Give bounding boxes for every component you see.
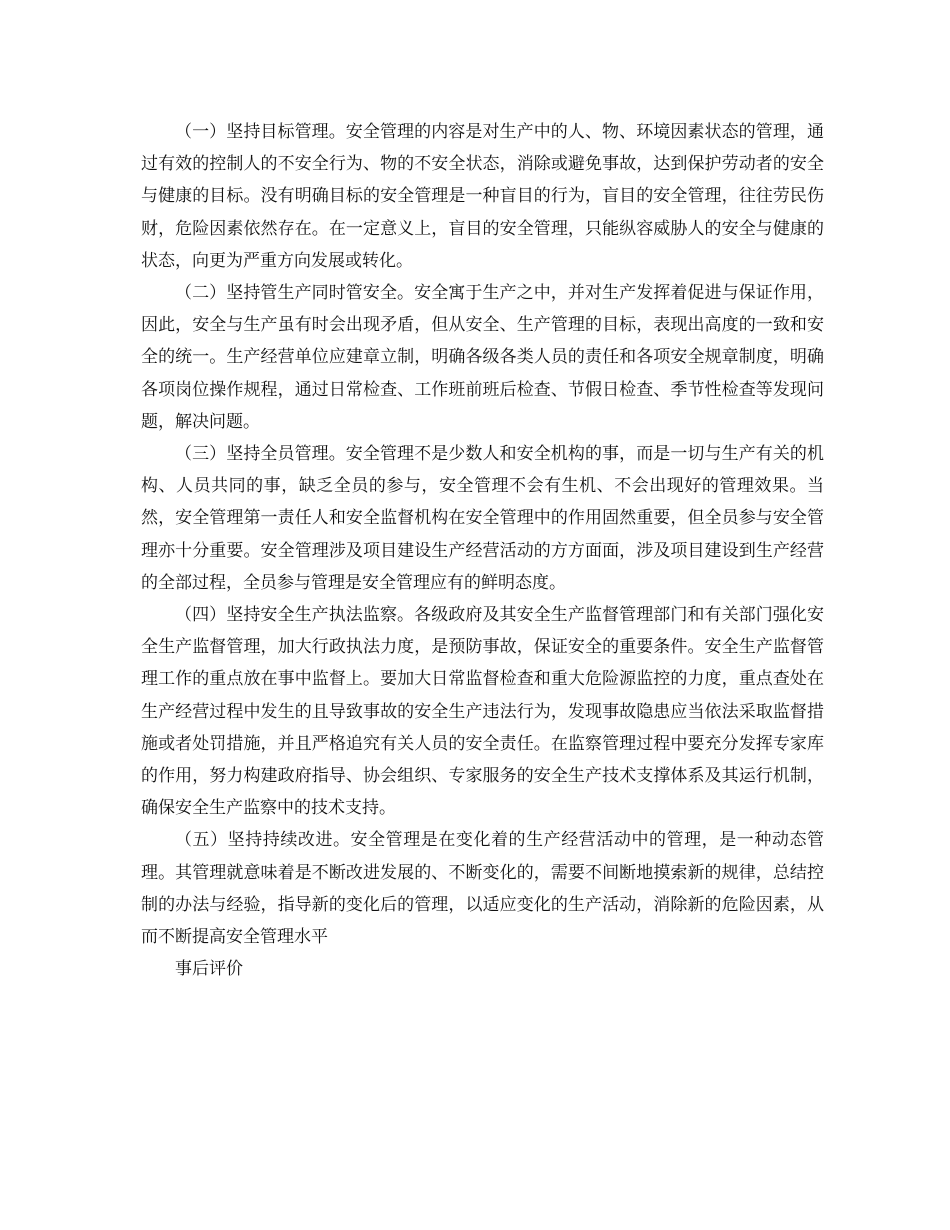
- paragraph-continuous-improvement: （五）坚持持续改进。安全管理是在变化着的生产经营活动中的管理，是一种动态管理。其管理就意味着是不断改进发展的、不断变化的，需要不间断地摸索新的规律，总结控制的办法与经验，指导新的变化后的管理，以适应变化的生产活动，消除新的危险因素，从而不断提高安全管理水平: [141, 830, 824, 948]
- document-body: [141, 116, 824, 985]
- paragraph-full-staff-management: （三）坚持全员管理。安全管理不是少数人和安全机构的事，而是一切与生产有关的机构、人员共同的事，缺乏全员的参与，安全管理不会有生机、不会出现好的管理效果。当然，安全管理第一责任人和安全监督机构在安全管理中的作用固然重要，但全员参与安全管理亦十分重要。安全管理涉及项目建设生产经营活动的方方面面，涉及项目建设到生产经营的全部过程，全员参与管理是安全管理应有的鲜明态度。: [141, 444, 824, 593]
- paragraph-goal-management: （一）坚持目标管理。安全管理的内容是对生产中的人、物、环境因素状态的管理，通过有效的控制人的不安全行为、物的不安全状态，消除或避免事故，达到保护劳动者的安全与健康的目标。没有明确目标的安全管理是一种盲目的行为，盲目的安全管理，往往劳民伤财，危险因素依然存在。在一定意义上，盲目的安全管理，只能纵容威胁人的安全与健康的状态，向更为严重方向发展或转化。: [141, 122, 824, 271]
- section-heading-post-evaluation: 事后评价: [175, 959, 243, 980]
- paragraph-law-enforcement-supervision: （四）坚持安全生产执法监察。各级政府及其安全生产监督管理部门和有关部门强化安全生产监督管理，加大行政执法力度，是预防事故，保证安全的重要条件。安全生产监督管理工作的重点放在事中监督上。要加大日常监督检查和重大危险源监控的力度，重点查处在生产经营过程中发生的且导致事故的安全生产违法行为，发现事故隐患应当依法采取监督措施或者处罚措施，并且严格追究有关人员的安全责任。在监察管理过程中要充分发挥专家库的作用，努力构建政府指导、协会组织、专家服务的安全生产技术支撑体系及其运行机制，确保安全生产监察中的技术支持。: [141, 605, 824, 819]
- paragraph-production-and-safety: （二）坚持管生产同时管安全。安全寓于生产之中，并对生产发挥着促进与保证作用，因此，安全与生产虽有时会出现矛盾，但从安全、生产管理的目标，表现出高度的一致和安全的统一。生产经营单位应建章立制，明确各级各类人员的责任和各项安全规章制度，明确各项岗位操作规程，通过日常检查、工作班前班后检查、节假日检查、季节性检查等发现问题，解决问题。: [141, 283, 824, 432]
